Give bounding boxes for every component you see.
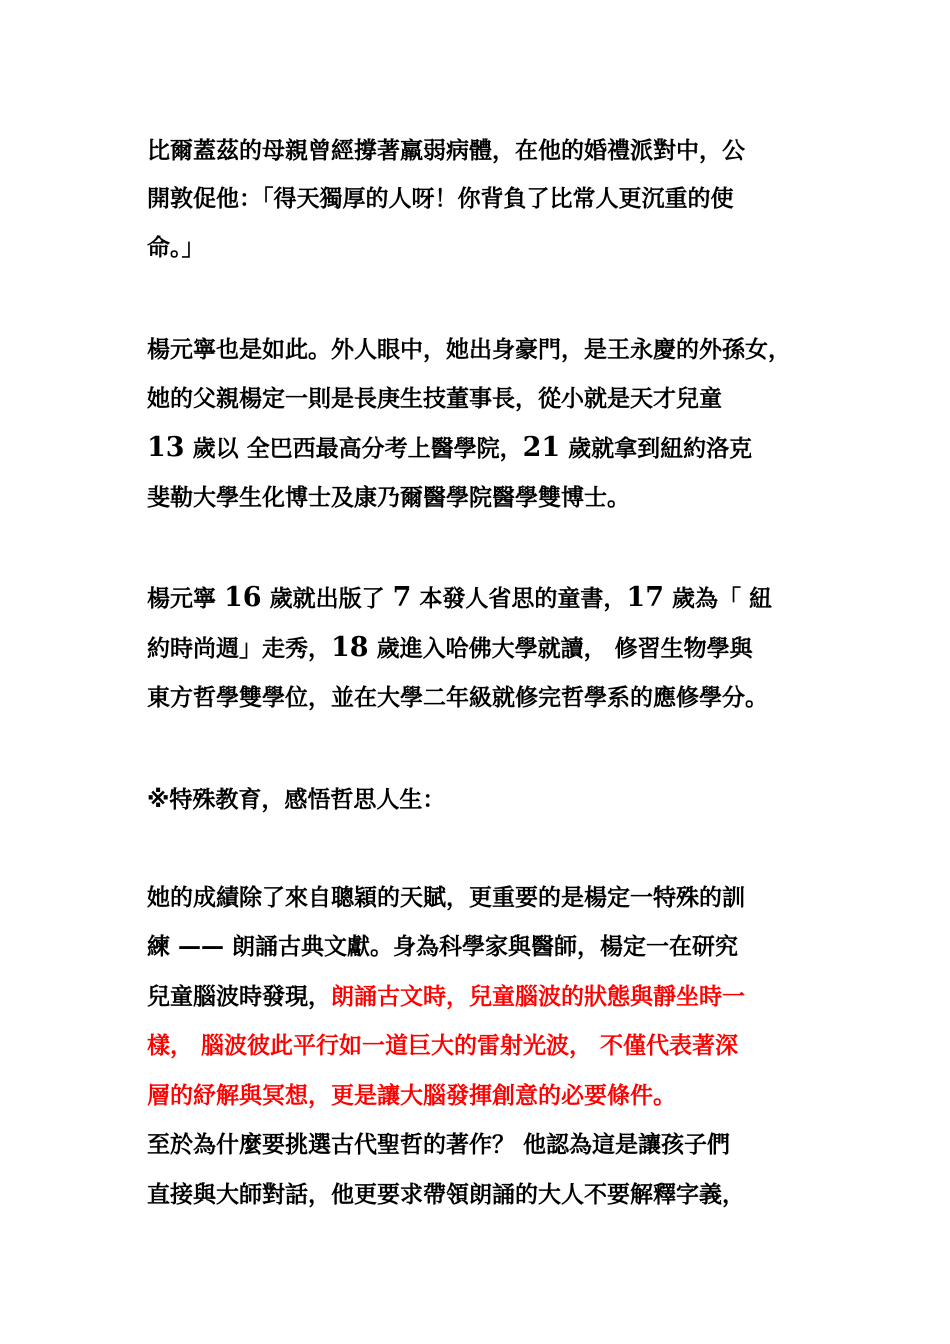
age-number: 16: [224, 582, 262, 613]
paragraph-2-line-4: 斐勒大學生化博士及康乃爾醫學院醫學雙博士。: [147, 485, 630, 511]
paragraph-4-line-4-highlighted: 樣， 腦波彼此平行如一道巨大的雷射光波， 不僅代表著深: [147, 1033, 739, 1059]
paragraph-1-line-3: 命。」: [147, 235, 205, 261]
text-run: 歲以 全巴西最高分考上醫學院，: [184, 436, 523, 462]
paragraph-4-line-3: [147, 982, 745, 1012]
age-number: 18: [331, 632, 369, 663]
paragraph-1-line-1: 比爾蓋茲的母親曾經撐著羸弱病體，在他的婚禮派對中，公: [147, 138, 745, 164]
section-heading: ※特殊教育，感悟哲思人生：: [147, 787, 446, 813]
paragraph-3-line-3: 東方哲學雙學位，並在大學二年級就修完哲學系的應修學分。: [147, 685, 768, 711]
text-run: 本發人省思的童書，: [411, 586, 627, 612]
paragraph-3-line-1: [147, 583, 772, 614]
paragraph-4-line-7: 直接與大師對話，他更要求帶領朗誦的大人不要解釋字義，: [147, 1182, 745, 1208]
paragraph-4-line-5-highlighted: 層的紓解與冥想，更是讓大腦發揮創意的必要條件。: [147, 1083, 676, 1109]
age-number: 17: [626, 582, 664, 613]
age-number: 13: [147, 432, 185, 463]
highlighted-text: 朗誦古文時，兒童腦波的狀態與靜坐時一: [331, 984, 745, 1010]
paragraph-4-line-6: 至於為什麼要挑選古代聖哲的著作？ 他認為這是讓孩子們: [147, 1132, 731, 1158]
paragraph-2-line-3: [147, 433, 752, 464]
paragraph-1-line-2: 開敦促他：「得天獨厚的人呀！你背負了比常人更沉重的使: [147, 186, 734, 212]
text-run: 歲進入哈佛大學就讀， 修習生物學與: [368, 636, 753, 662]
paragraph-4-line-2: 練 —— 朗誦古典文獻。身為科學家與醫師，楊定一在研究: [147, 934, 739, 960]
paragraph-2-line-1: 楊元寧也是如此。外人眼中，她出身豪門，是王永慶的外孫女，: [147, 337, 791, 363]
count-number: 7: [392, 582, 412, 613]
text-run: 歲就拿到紐約洛克: [560, 436, 753, 462]
text-run: 歲就出版了: [261, 586, 393, 612]
paragraph-3-line-2: [147, 633, 753, 664]
paragraph-4-line-1: 她的成績除了來自聰穎的天賦，更重要的是楊定一特殊的訓: [147, 885, 745, 911]
text-run: 兒童腦波時發現，: [147, 984, 331, 1010]
text-run: 歲為「 紐: [664, 586, 773, 612]
age-number: 21: [522, 432, 561, 463]
text-run: 楊元寧: [147, 586, 225, 612]
text-run: 約時尚週」走秀，: [147, 636, 331, 662]
paragraph-2-line-2: 她的父親楊定一則是長庚生技董事長，從小就是天才兒童: [147, 386, 722, 412]
